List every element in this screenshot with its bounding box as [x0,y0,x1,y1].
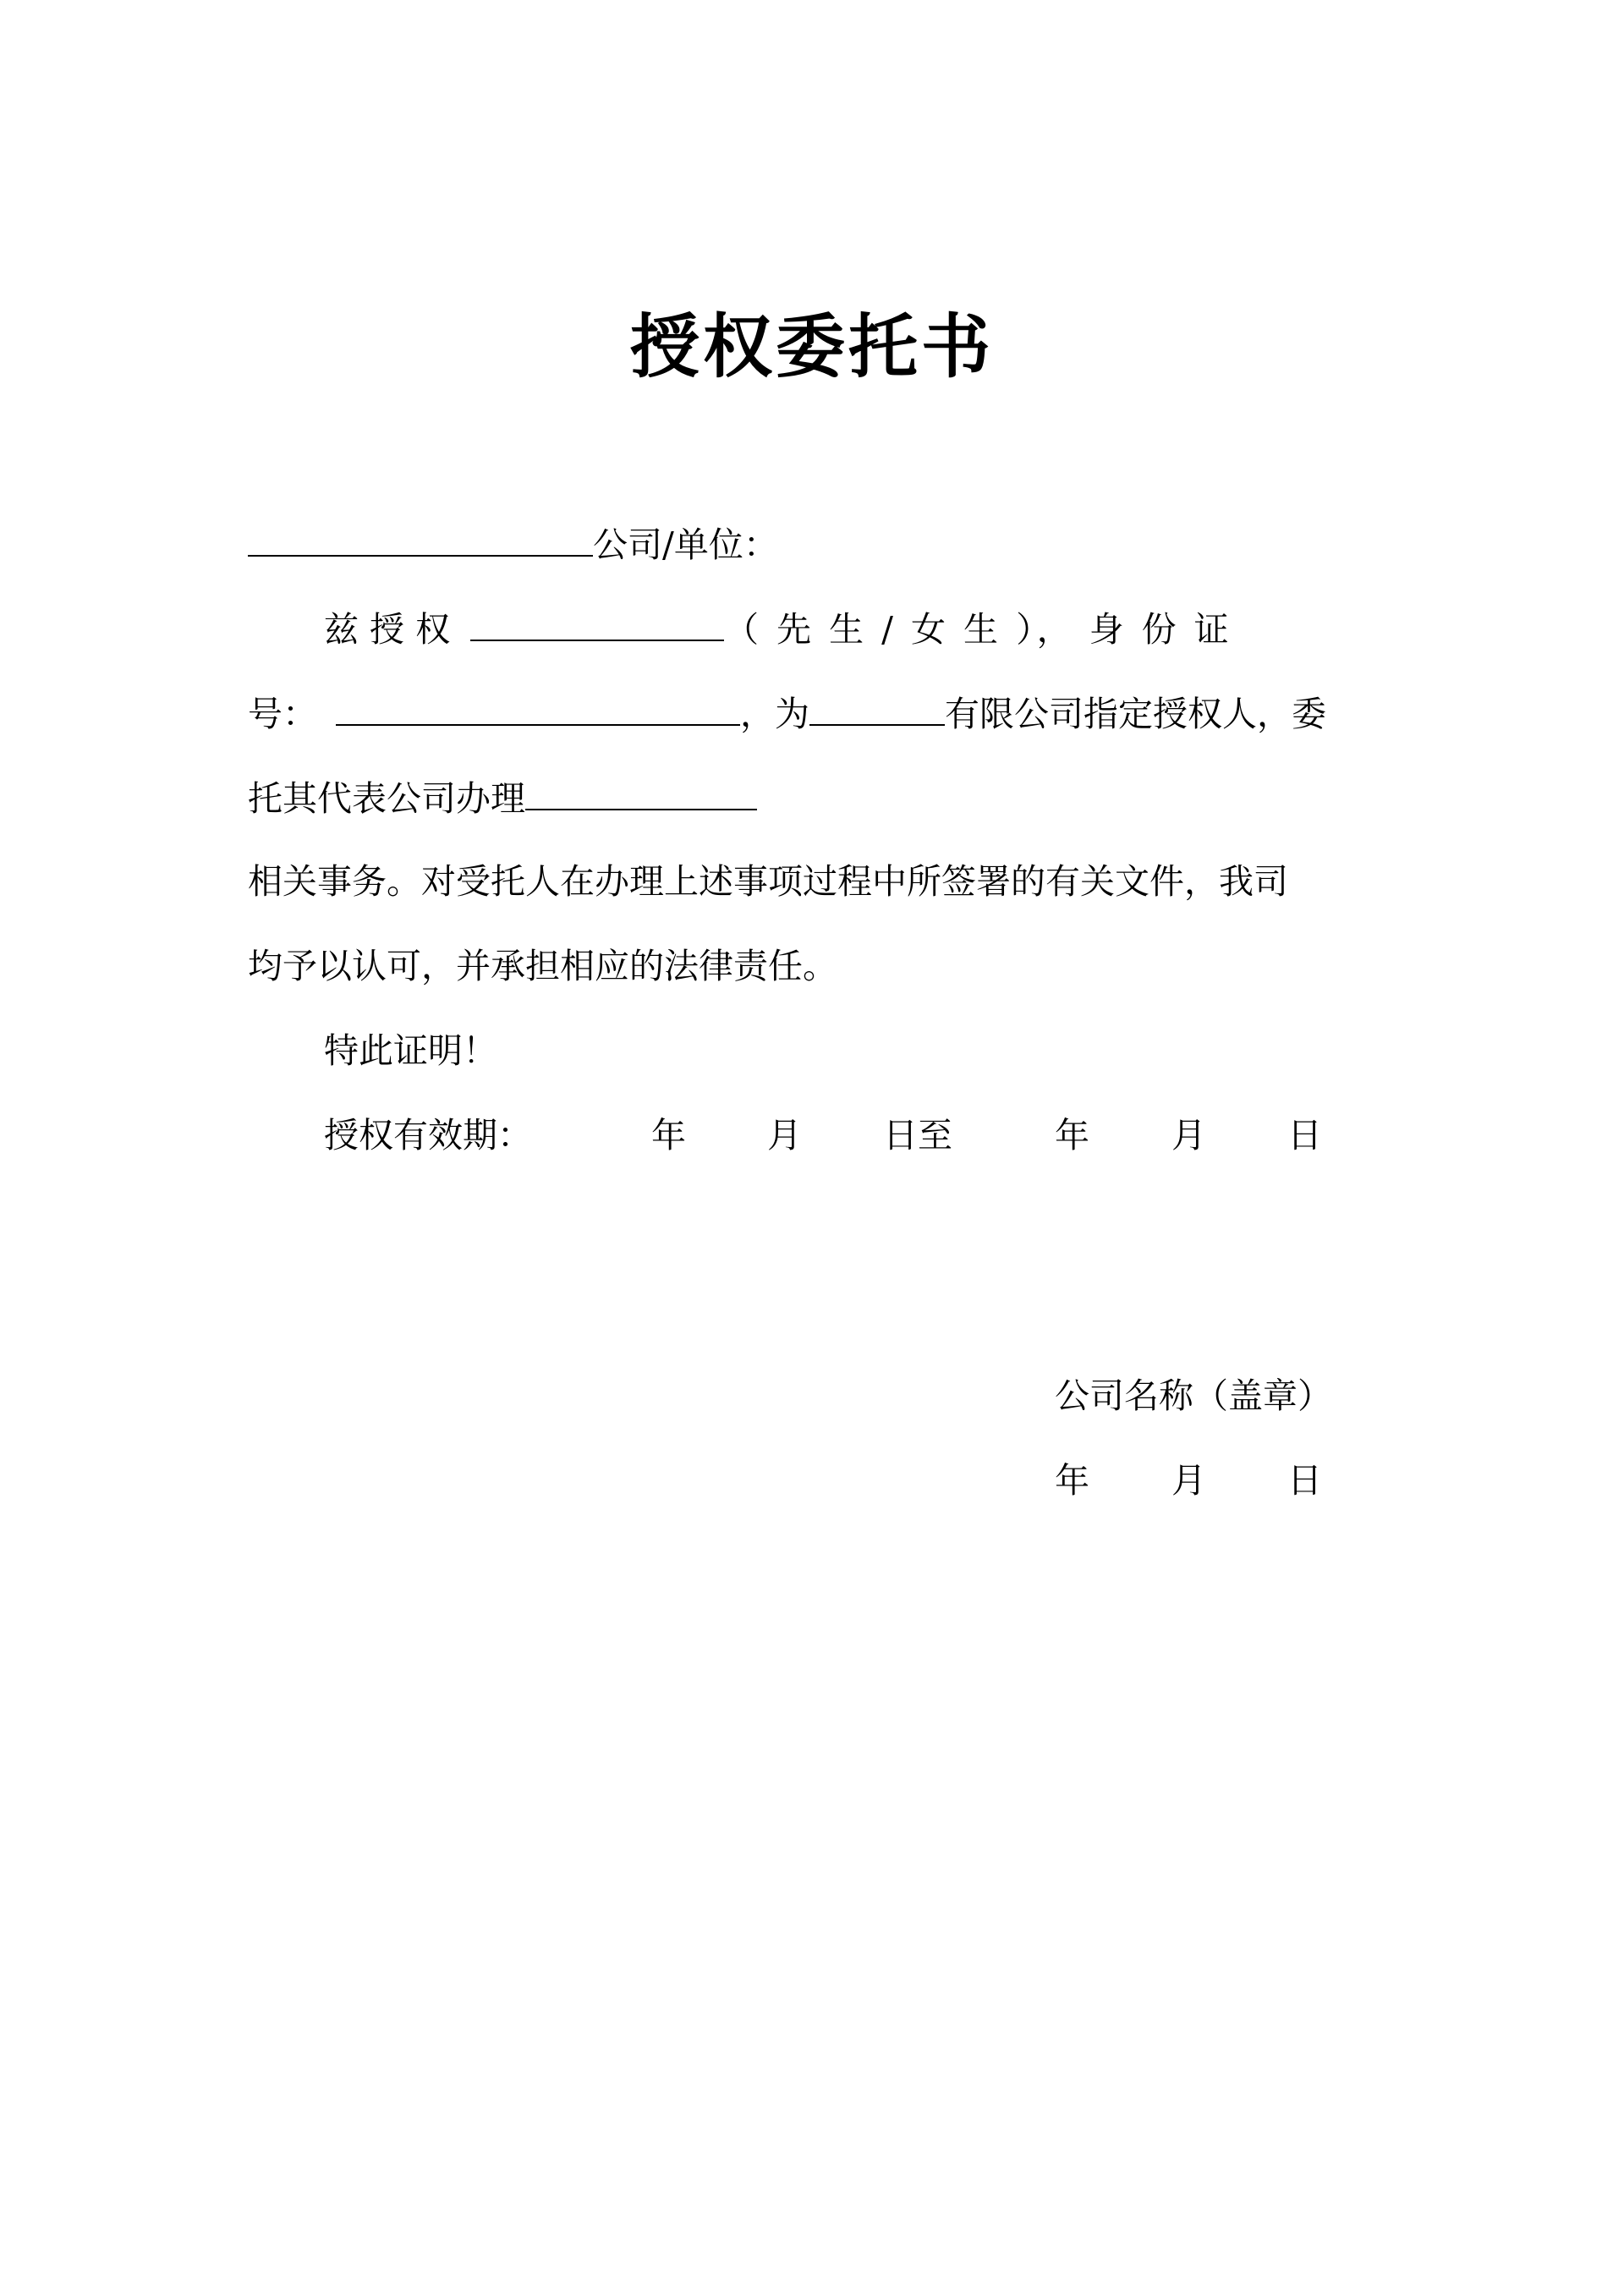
designated-text: 有限公司指定授权人，委 [945,694,1326,734]
authorize-line [324,602,1232,655]
responsibility-line-1: 相关事务。对受托人在办理上述事项过程中所签署的有关文件，我司 [248,861,1288,902]
signature-day: 日 [1287,1460,1322,1501]
entrust-line [248,771,757,824]
id-line [248,687,1326,739]
id-label: 号： [248,694,317,734]
responsibility-line-2: 均予以认可，并承担相应的法律责任。 [248,946,837,986]
for-label: ，为 [740,694,809,734]
honorific-text: （ 先 生 / 女 生 ）， 身 份 证 [724,609,1232,650]
entrust-text: 托其代表公司办理 [248,778,525,819]
document-title: 授权委托书 [629,306,994,387]
certify-text: 特此证明！ [324,1030,497,1071]
validity-year: 年 [651,1115,686,1156]
addressee-suffix: 公司/单位： [593,524,778,565]
authorize-prefix: 兹 授 权 [324,609,451,650]
validity-day-2: 日 [1287,1115,1322,1156]
validity-month: 月 [767,1115,802,1156]
matter-blank [525,771,757,810]
addressee-line [248,518,778,570]
validity-year-2: 年 [1055,1115,1089,1156]
company-name-blank [248,518,593,557]
validity-day-to: 日至 [883,1115,952,1156]
signature-month: 月 [1171,1460,1206,1501]
validity-month-2: 月 [1171,1115,1206,1156]
company-blank [809,687,945,726]
id-number-blank [336,687,740,726]
signature-year: 年 [1055,1460,1089,1501]
validity-label: 授权有效期： [324,1115,532,1156]
authorized-person-blank [470,602,724,641]
company-seal-label: 公司名称（盖章） [1055,1375,1332,1416]
